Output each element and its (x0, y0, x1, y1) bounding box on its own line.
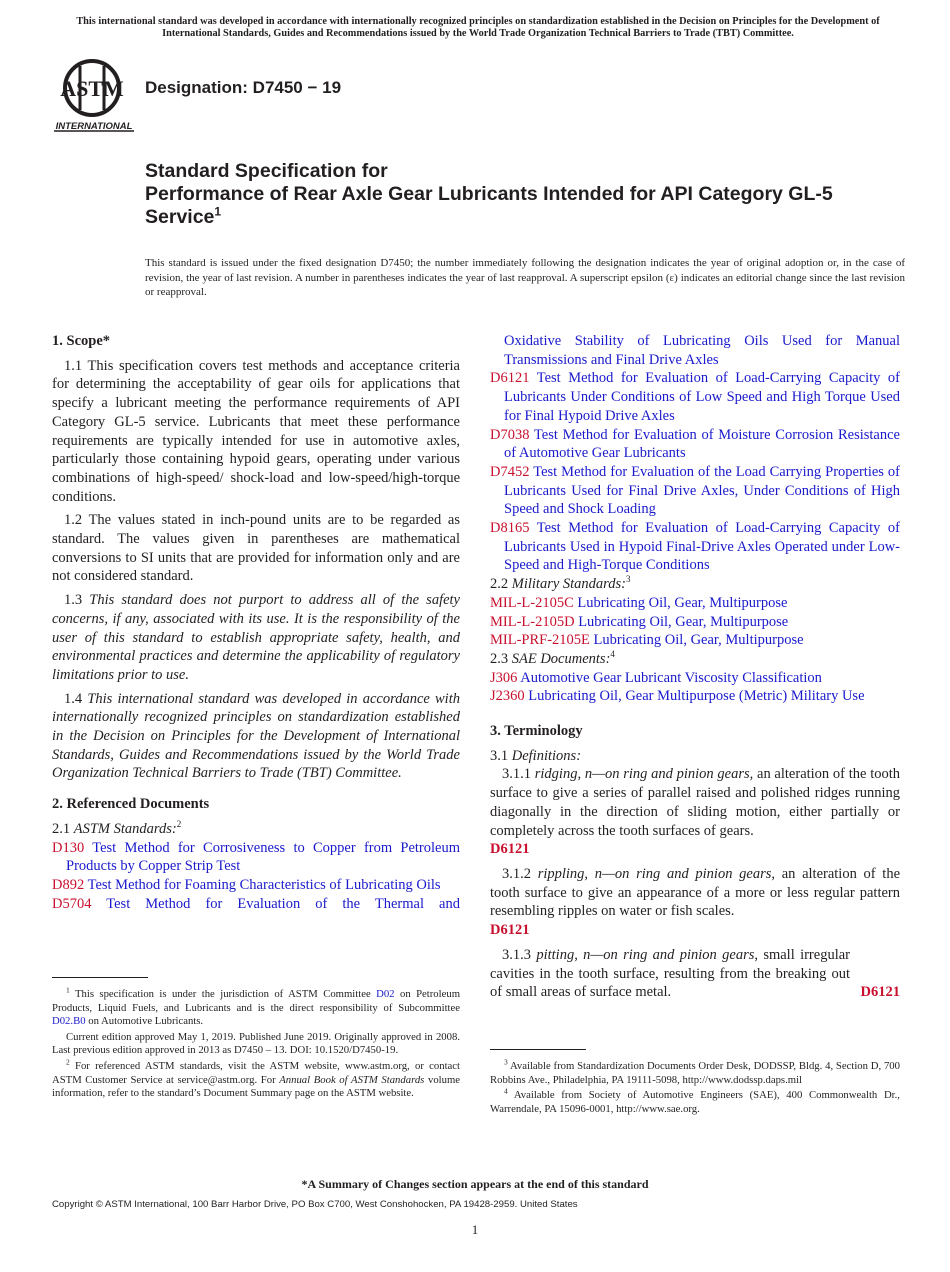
fn-text: Available from Standardization Documents Order Desk, DODSSP, Bldg. 4, Section D, 700 Robbins Ave., Philadelphia, PA 19111-5098, http://www.dodssp.daps.mil (490, 1060, 900, 1086)
ref-d6121 (490, 369, 900, 425)
term-name: ridging, n—on ring and pinion gears (534, 766, 750, 783)
ref-code-link[interactable]: J306 (490, 669, 518, 686)
fn-text: on Petroleum Products, Liquid Fuels, and Lubricants and is the direct responsibility of Subcommittee (52, 988, 461, 1014)
footnote-2 (52, 1057, 461, 1101)
ref-code-link[interactable]: MIL-PRF-2105E (490, 632, 590, 649)
ref-code-link[interactable]: D6121 (490, 370, 530, 387)
ref-title-link[interactable]: Automotive Gear Lubricant Viscosity Classification (520, 669, 822, 686)
section-terminology-heading: 3. Terminology (490, 723, 583, 740)
ref-title-link[interactable]: Lubricating Oil, Gear, Multipurpose (578, 613, 789, 630)
document-title (145, 160, 845, 229)
ref-mil-2105e (490, 631, 900, 650)
fn-text: For referenced ASTM standards, visit the ASTM website, www.astm.org, or contact ASTM Customer Service at service@astm.org. For (52, 1059, 461, 1086)
title-line-1: Standard Specification for (145, 160, 388, 182)
fn-mark: 1 (66, 985, 70, 995)
military-standards-label (490, 575, 900, 594)
ref-code-link[interactable]: MIL-L-2105C (490, 594, 574, 611)
ref-mil-2105d (490, 613, 900, 632)
ref-d8165 (490, 519, 900, 575)
term-text: , an alteration of the tooth surface to give an appearance of a more or less regular pattern resembling ripples on water or fish scales. (490, 865, 901, 920)
logo-text: ASTM (60, 76, 124, 101)
ref-mil-2105c (490, 594, 900, 613)
ref-code-link[interactable]: D8165 (490, 520, 530, 537)
term-text: , small irregular cavities in the tooth surface, resulting from the breaking out of small areas of surface metal. (490, 946, 850, 1001)
footnotes-left (52, 985, 461, 1103)
astm-label-sup: 2 (176, 819, 182, 830)
scope-1-3-text: This standard does not purport to address all of the safety concerns, if any, associated with its use. It is the responsibility of the user of this standard to establish appropriate safety, health, and environmental practices and determine the applicability of regulatory limitations prior to use. (52, 592, 460, 683)
ref-j2360 (490, 687, 900, 706)
footnote-rule-left (52, 977, 148, 978)
fn-text: volume information, refer to the standard’s Document Summary page on the ASTM website. (52, 1073, 461, 1100)
right-column (490, 332, 900, 1002)
ref-title-link[interactable]: Test Method for Evaluation of Moisture Corrosion Resistance of Automotive Gear Lubricants (504, 426, 900, 462)
term-source-link[interactable]: D6121 (860, 984, 900, 1001)
ref-title-link[interactable]: Lubricating Oil, Gear, Multipurpose (593, 632, 804, 649)
footnote-3 (490, 1057, 900, 1087)
ref-d130 (52, 839, 460, 876)
fn-mark: 2 (66, 1057, 70, 1067)
page-number: 1 (471, 1222, 479, 1237)
footnotes-right (490, 1057, 900, 1118)
term-num: 3.1.2 (502, 865, 531, 882)
subcommittee-link[interactable]: D02.B0 (52, 1015, 86, 1028)
ref-title-link[interactable]: Lubricating Oil, Gear Multipurpose (Metric) Military Use (528, 688, 865, 705)
title-line-2 (145, 183, 845, 229)
title-footnote-mark: 1 (214, 204, 222, 219)
term-num: 3.1.1 (502, 766, 531, 783)
scope-1-1: 1.1 This specification covers test methods and acceptance criteria for determining the acceptability of gear oils for applications that specify a lubricant meeting the performance requirements of API Category GL-5 service. Lubricants that meet these performance requirements are typically intended for use in automotive axles, particularly those containing hypoid gears, operating under various combinations of high-speed/ shock-load and low-speed/high-torque conditions. (52, 357, 460, 505)
sae-label-sup: 4 (610, 649, 615, 660)
term-name: rippling, n—on ring and pinion gears (537, 865, 772, 882)
term-source-link[interactable]: D6121 (490, 841, 530, 858)
designation: Designation: D7450 − 19 (145, 78, 342, 97)
term-rippling (490, 865, 900, 921)
ref-code-link[interactable]: D892 (52, 876, 85, 893)
definitions-label (490, 747, 900, 766)
astm-label-title: ASTM Standards: (73, 820, 177, 837)
section-scope-heading: 1. Scope* (52, 333, 110, 349)
ref-title-link[interactable]: Test Method for Evaluation of Load-Carrying Capacity of Lubricants Under Conditions of Low Speed and High Torque Used for Final Hypoid Drive Axles (504, 370, 900, 424)
summary-of-changes-note: *A Summary of Changes section appears at the end of this standard (301, 1177, 649, 1191)
ref-title-link[interactable]: Test Method for Corrosiveness to Copper from Petroleum Products by Copper Strip Test (66, 839, 460, 875)
term-ridging (490, 765, 900, 840)
term-num: 3.1.3 (502, 946, 531, 963)
astm-label-num: 2.1 (52, 820, 71, 837)
copyright: Copyright © ASTM International, 100 Barr Harbor Drive, PO Box C700, West Conshohocken, PA 19428-2959. United States (52, 1199, 578, 1210)
ref-code-link[interactable]: D7452 (490, 463, 530, 480)
ref-code-link[interactable]: MIL-L-2105D (490, 613, 575, 630)
ref-title-link[interactable]: Test Method for Evaluation of the Load Carrying Properties of Lubricants Used for Final Drive Axles, Under Conditions of High Speed and Shock Loading (504, 463, 901, 518)
scope-1-2: 1.2 The values stated in inch-pound units are to be regarded as standard. The values given in parentheses are mathematical conversions to SI units that are provided for information only and are not considered standard. (52, 512, 460, 585)
mil-label-title: Military Standards: (511, 576, 627, 593)
ref-d5704-continued (490, 332, 900, 369)
ref-d7452 (490, 463, 900, 519)
definitions-title: Definitions: (511, 747, 582, 764)
astm-logo-icon (54, 58, 136, 132)
sae-label-num: 2.3 (490, 650, 509, 667)
fn-text: Available from Society of Automotive Engineers (SAE), 400 Commonwealth Dr., Warrendale, PA 15096-0001, http://www.sae.org. (490, 1089, 900, 1115)
section-referenced-heading: 2. Referenced Documents (52, 796, 210, 813)
sae-label-title: SAE Documents: (511, 650, 611, 667)
scope-1-4-num: 1.4 (64, 690, 83, 707)
ref-title-link[interactable]: Test Method for Evaluation of the Thermal and (106, 895, 460, 912)
scope-1-3-num: 1.3 (64, 592, 83, 609)
sae-documents-label (490, 650, 900, 669)
footnote-1-edition: Current edition approved May 1, 2019. Published June 2019. Originally approved in 2008. Last previous edition approved in 2013 as D7450 – 13. DOI: 10.1520/D7450-19. (52, 1030, 460, 1057)
ref-code-link[interactable]: D5704 (52, 895, 92, 912)
left-column (52, 332, 460, 913)
fn-mark: 3 (504, 1057, 508, 1067)
footnote-1 (52, 985, 461, 1029)
ref-d892 (52, 876, 460, 895)
ref-title-link[interactable]: Test Method for Evaluation of Load-Carrying Capacity of Lubricants Used in Hypoid Final-Drive Axles Operated under Low-Speed and High-Torque Conditions (504, 520, 900, 574)
scope-1-4-text: This international standard was developed in accordance with internationally recognized principles on standardization established in the Decision on Principles for the Development of International Standards, Guides and Recommendations issued by the World Trade Organization Technical Barriers to Trade (TBT) Committee. (52, 690, 460, 782)
ref-code-link[interactable]: D130 (52, 839, 85, 856)
astm-standards-label (52, 820, 460, 839)
term-text: , an alteration of the tooth surface to give a series of parallel raised and polished ridges running diagonally in the direction of sliding motion, either partially or completely across the tooth surfaces of gears. (490, 766, 901, 839)
scope-1-3 (52, 591, 460, 685)
mil-label-num: 2.2 (490, 576, 509, 593)
ref-d5704 (52, 895, 460, 914)
fn-text: This specification is under the jurisdiction of ASTM Committee (74, 988, 371, 1000)
definitions-num: 3.1 (490, 747, 509, 764)
mil-label-sup: 3 (626, 574, 631, 585)
ref-title-link[interactable]: Test Method for Foaming Characteristics of Lubricating Oils (87, 876, 441, 893)
footnote-4 (490, 1086, 900, 1116)
title-main: Performance of Rear Axle Gear Lubricants Intended for API Category GL-5 Service (145, 183, 833, 228)
ref-d7038 (490, 426, 900, 463)
term-name: pitting, n—on ring and pinion gears (536, 946, 755, 963)
logo-subtext: INTERNATIONAL (55, 121, 133, 132)
fn-text: on Automotive Lubricants. (88, 1015, 204, 1028)
committee-link[interactable]: D02 (376, 988, 395, 1000)
astm-logo (54, 58, 136, 132)
ref-code-link[interactable]: J2360 (490, 688, 525, 705)
fn-mark: 4 (504, 1086, 508, 1096)
top-notice: This international standard was developed in accordance with internationally recognized principles on standardization established in the Decision on Principles for the Development of International Standards, Guides and Recommendations issued by the World Trade Organization Technical Barriers to Trade (TBT) Committee. (76, 16, 880, 39)
ref-j306 (490, 669, 900, 688)
term-source-link[interactable]: D6121 (490, 922, 530, 939)
preface: This standard is issued under the fixed designation D7450; the number immediately following the designation indicates the year of original adoption or, in the case of revision, the year of last revision. A number in parentheses indicates the year of last reapproval. A superscript epsilon (ε) indicates an editorial change since the last revision or reapproval. (145, 257, 905, 298)
footnote-rule-right (490, 1049, 586, 1050)
scope-1-4 (52, 690, 460, 784)
fn-italic: Annual Book of ASTM Standards (279, 1073, 425, 1086)
term-pitting (490, 946, 900, 1002)
ref-code-link[interactable]: D7038 (490, 426, 530, 443)
ref-title-link[interactable]: Oxidative Stability of Lubricating Oils Used for Manual Transmissions and Final Drive Axles (504, 333, 900, 368)
ref-title-link[interactable]: Lubricating Oil, Gear, Multipurpose (577, 594, 788, 611)
